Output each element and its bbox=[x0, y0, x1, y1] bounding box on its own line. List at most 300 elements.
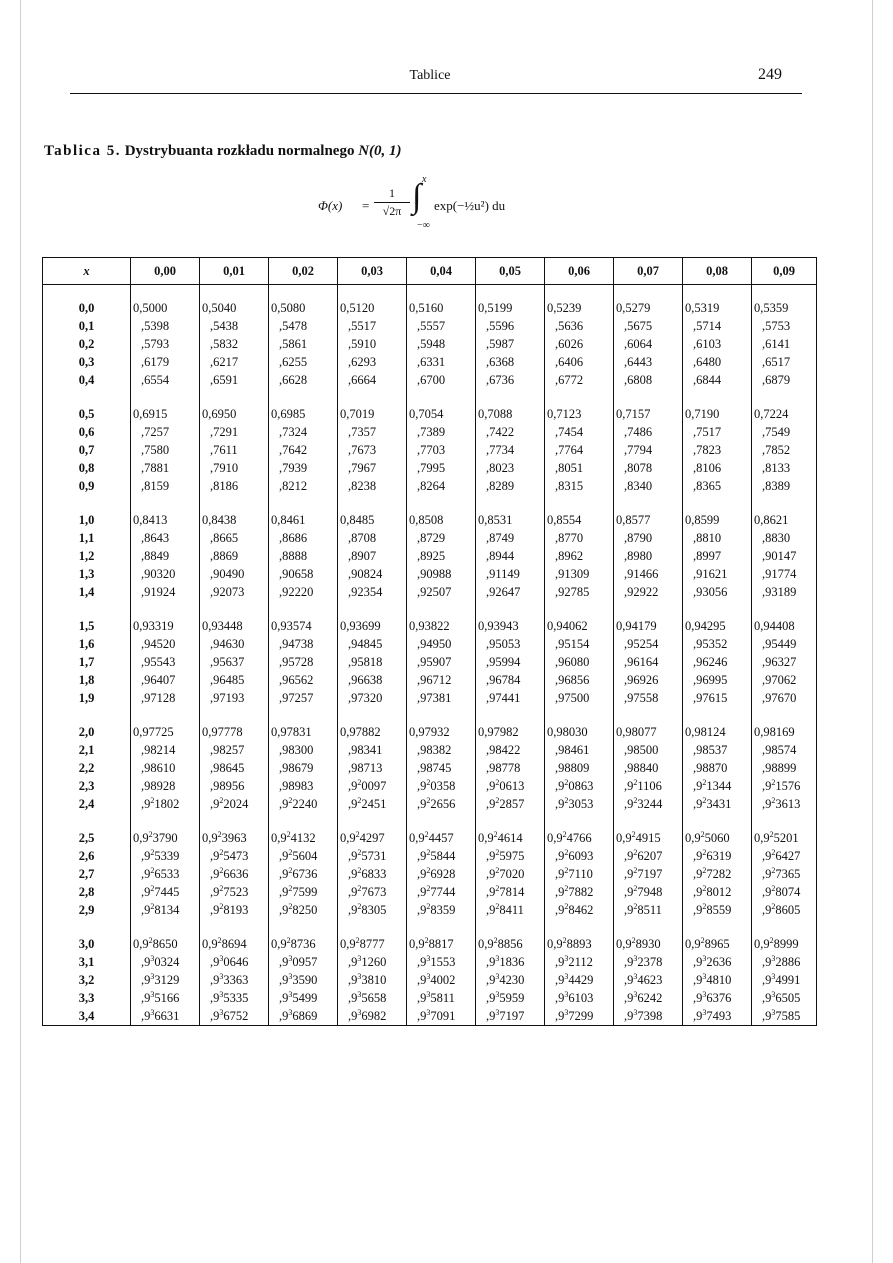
spacer-cell bbox=[614, 707, 683, 723]
cdf-value-cell: ,5675 bbox=[614, 317, 683, 335]
cdf-value-cell: $,9^30646$ bbox=[200, 953, 269, 971]
x-value-cell: 0,2 bbox=[43, 335, 131, 353]
cdf-value-cell: $,9^27673$ bbox=[338, 883, 407, 901]
cdf-value-cell: $,9^28012$ bbox=[683, 883, 752, 901]
cdf-value-cell: $0,9^28817$ bbox=[407, 935, 476, 953]
running-title: Tablice bbox=[409, 68, 451, 83]
cdf-value-cell: ,96164 bbox=[614, 653, 683, 671]
cdf-value-cell: ,5753 bbox=[752, 317, 817, 335]
cdf-value-cell: ,92354 bbox=[338, 583, 407, 601]
cdf-value-cell: $,9^21802$ bbox=[131, 795, 200, 813]
spacer-cell bbox=[43, 707, 131, 723]
cdf-value-cell: $,9^32636$ bbox=[683, 953, 752, 971]
cdf-value-cell: ,8729 bbox=[407, 529, 476, 547]
cdf-value-cell: ,8997 bbox=[683, 547, 752, 565]
cdf-value-cell: ,98840 bbox=[614, 759, 683, 777]
table-caption bbox=[44, 143, 402, 160]
spacer-cell bbox=[269, 707, 338, 723]
cdf-value-cell: $,9^30957$ bbox=[269, 953, 338, 971]
column-header: 0,06 bbox=[545, 258, 614, 285]
cdf-value-cell: $,9^36752$ bbox=[200, 1007, 269, 1026]
cdf-value-cell: ,91309 bbox=[545, 565, 614, 583]
x-value-cell: 2,3 bbox=[43, 777, 131, 795]
cdf-value-cell: ,8051 bbox=[545, 459, 614, 477]
x-value-cell: 1,2 bbox=[43, 547, 131, 565]
cdf-value-cell: ,6255 bbox=[269, 353, 338, 371]
spacer-cell bbox=[614, 919, 683, 935]
spacer-cell bbox=[338, 707, 407, 723]
cdf-value-cell: 0,7123 bbox=[545, 405, 614, 423]
cdf-value-cell: 0,97831 bbox=[269, 723, 338, 741]
cdf-value-cell: ,6026 bbox=[545, 335, 614, 353]
integral-sign: ∫ bbox=[412, 178, 422, 215]
cdf-value-cell: 0,5040 bbox=[200, 299, 269, 317]
cdf-value-cell: 0,93822 bbox=[407, 617, 476, 635]
spacer-cell bbox=[43, 813, 131, 829]
cdf-value-cell: ,8289 bbox=[476, 477, 545, 495]
spacer-cell bbox=[43, 495, 131, 511]
x-value-cell: 3,4 bbox=[43, 1007, 131, 1026]
cdf-value-cell: $,9^28359$ bbox=[407, 901, 476, 919]
cdf-value-cell: $0,9^28736$ bbox=[269, 935, 338, 953]
cdf-value-cell: $0,9^23790$ bbox=[131, 829, 200, 847]
cdf-value-cell: ,98341 bbox=[338, 741, 407, 759]
cdf-value-cell: 0,97882 bbox=[338, 723, 407, 741]
cdf-value-cell: ,94845 bbox=[338, 635, 407, 653]
cdf-value-cell: ,98899 bbox=[752, 759, 817, 777]
cdf-value-cell: $,9^37197$ bbox=[476, 1007, 545, 1026]
cdf-value-cell: ,5557 bbox=[407, 317, 476, 335]
cdf-value-cell: ,6179 bbox=[131, 353, 200, 371]
x-value-cell: 1,5 bbox=[43, 617, 131, 635]
normal-distribution-table bbox=[42, 257, 817, 1026]
cdf-value-cell: 0,6915 bbox=[131, 405, 200, 423]
cdf-value-cell: $,9^28411$ bbox=[476, 901, 545, 919]
cdf-value-cell: ,92647 bbox=[476, 583, 545, 601]
cdf-value-cell: ,92922 bbox=[614, 583, 683, 601]
cdf-value-cell: ,7967 bbox=[338, 459, 407, 477]
cdf-value-cell: ,98537 bbox=[683, 741, 752, 759]
x-value-cell: 1,7 bbox=[43, 653, 131, 671]
table-row bbox=[43, 759, 817, 777]
cdf-value-cell: ,6628 bbox=[269, 371, 338, 389]
cdf-value-cell: $,9^28305$ bbox=[338, 901, 407, 919]
spacer-cell bbox=[43, 919, 131, 935]
cdf-value-cell: ,7324 bbox=[269, 423, 338, 441]
cdf-value-cell: $,9^28134$ bbox=[131, 901, 200, 919]
cdf-value-cell: ,91621 bbox=[683, 565, 752, 583]
cdf-value-cell: $0,9^28965$ bbox=[683, 935, 752, 953]
cdf-value-cell: $,9^37091$ bbox=[407, 1007, 476, 1026]
spacer-cell bbox=[545, 813, 614, 829]
spacer-cell bbox=[545, 285, 614, 300]
cdf-value-cell: 0,93943 bbox=[476, 617, 545, 635]
cdf-value-cell: ,97128 bbox=[131, 689, 200, 707]
column-header: 0,02 bbox=[269, 258, 338, 285]
cdf-value-cell: $0,9^28856$ bbox=[476, 935, 545, 953]
cdf-value-cell: ,96638 bbox=[338, 671, 407, 689]
cdf-value-cell: ,7357 bbox=[338, 423, 407, 441]
cdf-value-cell: $,9^23244$ bbox=[614, 795, 683, 813]
cdf-value-cell: $,9^20863$ bbox=[545, 777, 614, 795]
cdf-value-cell: $,9^26928$ bbox=[407, 865, 476, 883]
cdf-value-cell: 0,93448 bbox=[200, 617, 269, 635]
cdf-value-cell: ,90490 bbox=[200, 565, 269, 583]
cdf-value-cell: ,6406 bbox=[545, 353, 614, 371]
group-spacer bbox=[43, 285, 817, 300]
x-value-cell: 2,7 bbox=[43, 865, 131, 883]
cdf-value-cell: ,98461 bbox=[545, 741, 614, 759]
spacer-cell bbox=[752, 813, 817, 829]
cdf-value-cell: $,9^34230$ bbox=[476, 971, 545, 989]
cdf-value-cell: 0,7088 bbox=[476, 405, 545, 423]
x-value-cell: 3,0 bbox=[43, 935, 131, 953]
cdf-value-cell: 0,94295 bbox=[683, 617, 752, 635]
cdf-value-cell: 0,93319 bbox=[131, 617, 200, 635]
spacer-cell bbox=[131, 707, 200, 723]
cdf-value-cell: $,9^35811$ bbox=[407, 989, 476, 1007]
cdf-value-cell: 0,7224 bbox=[752, 405, 817, 423]
cdf-value-cell: ,8790 bbox=[614, 529, 683, 547]
cdf-value-cell: ,6664 bbox=[338, 371, 407, 389]
cdf-value-cell: ,7454 bbox=[545, 423, 614, 441]
spacer-cell bbox=[545, 389, 614, 405]
cdf-value-cell: 0,98030 bbox=[545, 723, 614, 741]
cdf-value-cell: ,7881 bbox=[131, 459, 200, 477]
x-value-cell: 0,7 bbox=[43, 441, 131, 459]
spacer-cell bbox=[200, 285, 269, 300]
formula-fraction bbox=[374, 186, 410, 219]
spacer-cell bbox=[407, 707, 476, 723]
cdf-value-cell: $,9^25339$ bbox=[131, 847, 200, 865]
spacer-cell bbox=[476, 919, 545, 935]
spacer-cell bbox=[752, 285, 817, 300]
table-row bbox=[43, 935, 817, 953]
cdf-value-cell: 0,5359 bbox=[752, 299, 817, 317]
cdf-value-cell: ,7549 bbox=[752, 423, 817, 441]
cdf-value-cell: 0,5319 bbox=[683, 299, 752, 317]
cdf-value-cell: ,6844 bbox=[683, 371, 752, 389]
cdf-value-cell: ,8830 bbox=[752, 529, 817, 547]
cdf-value-cell: ,97257 bbox=[269, 689, 338, 707]
cdf-value-cell: $0,9^24614$ bbox=[476, 829, 545, 847]
cdf-value-cell: ,8643 bbox=[131, 529, 200, 547]
cdf-value-cell: $,9^27110$ bbox=[545, 865, 614, 883]
cdf-value-cell: $,9^34623$ bbox=[614, 971, 683, 989]
table-row bbox=[43, 829, 817, 847]
cdf-value-cell: ,95637 bbox=[200, 653, 269, 671]
spacer-cell bbox=[269, 601, 338, 617]
cdf-value-cell: ,97441 bbox=[476, 689, 545, 707]
cdf-value-cell: 0,8438 bbox=[200, 511, 269, 529]
spacer-cell bbox=[131, 285, 200, 300]
spacer-cell bbox=[614, 813, 683, 829]
cdf-value-cell: ,8686 bbox=[269, 529, 338, 547]
cdf-value-cell: $,9^27599$ bbox=[269, 883, 338, 901]
cdf-value-cell: ,91774 bbox=[752, 565, 817, 583]
cdf-value-cell: ,97500 bbox=[545, 689, 614, 707]
table-row bbox=[43, 635, 817, 653]
cdf-value-cell: ,7794 bbox=[614, 441, 683, 459]
table-row bbox=[43, 723, 817, 741]
cdf-value-cell: ,5714 bbox=[683, 317, 752, 335]
formula-numerator: 1 bbox=[389, 186, 395, 200]
cdf-value-cell: $,9^25731$ bbox=[338, 847, 407, 865]
spacer-cell bbox=[131, 495, 200, 511]
table-row bbox=[43, 689, 817, 707]
cdf-value-cell: $,9^30324$ bbox=[131, 953, 200, 971]
cdf-value-cell: ,95254 bbox=[614, 635, 683, 653]
cdf-value-cell: 0,94062 bbox=[545, 617, 614, 635]
cdf-value-cell: ,7291 bbox=[200, 423, 269, 441]
x-value-cell: 3,2 bbox=[43, 971, 131, 989]
cdf-value-cell: $,9^22857$ bbox=[476, 795, 545, 813]
cdf-value-cell: ,7422 bbox=[476, 423, 545, 441]
x-value-cell: 1,9 bbox=[43, 689, 131, 707]
table-row bbox=[43, 901, 817, 919]
page-edge-right bbox=[872, 0, 873, 1263]
header-rule bbox=[70, 93, 802, 94]
cdf-value-cell: ,98745 bbox=[407, 759, 476, 777]
cdf-value-cell: ,6591 bbox=[200, 371, 269, 389]
cdf-value-cell: ,6480 bbox=[683, 353, 752, 371]
spacer-cell bbox=[476, 285, 545, 300]
cdf-value-cell: $,9^32378$ bbox=[614, 953, 683, 971]
table-header-row bbox=[43, 258, 817, 285]
formula-integrand: exp(−½u²) du bbox=[434, 198, 506, 213]
cdf-value-cell: ,94520 bbox=[131, 635, 200, 653]
cdf-value-cell: 0,8554 bbox=[545, 511, 614, 529]
cdf-value-cell: $,9^28074$ bbox=[752, 883, 817, 901]
x-value-cell: 0,3 bbox=[43, 353, 131, 371]
cdf-value-cell: $,9^22024$ bbox=[200, 795, 269, 813]
group-spacer bbox=[43, 495, 817, 511]
cdf-value-cell: $,9^37398$ bbox=[614, 1007, 683, 1026]
table-row bbox=[43, 953, 817, 971]
cdf-value-cell: $,9^25473$ bbox=[200, 847, 269, 865]
cdf-value-cell: $,9^36982$ bbox=[338, 1007, 407, 1026]
cdf-value-cell: ,98257 bbox=[200, 741, 269, 759]
cdf-value-cell: $,9^35658$ bbox=[338, 989, 407, 1007]
x-value-cell: 2,8 bbox=[43, 883, 131, 901]
cdf-value-cell: 0,6985 bbox=[269, 405, 338, 423]
cdf-value-cell: $,9^26833$ bbox=[338, 865, 407, 883]
table-row bbox=[43, 353, 817, 371]
cdf-value-cell: ,98214 bbox=[131, 741, 200, 759]
cdf-value-cell: ,98778 bbox=[476, 759, 545, 777]
cdf-value-cell: ,98809 bbox=[545, 759, 614, 777]
cdf-value-cell: $,9^22240$ bbox=[269, 795, 338, 813]
table-row bbox=[43, 547, 817, 565]
spacer-cell bbox=[43, 285, 131, 300]
cdf-value-cell: ,97320 bbox=[338, 689, 407, 707]
cdf-value-cell: $,9^34002$ bbox=[407, 971, 476, 989]
cdf-value-cell: $,9^27882$ bbox=[545, 883, 614, 901]
cdf-value-cell: ,8962 bbox=[545, 547, 614, 565]
spacer-cell bbox=[407, 601, 476, 617]
cdf-value-cell: ,8106 bbox=[683, 459, 752, 477]
cdf-value-cell: ,96485 bbox=[200, 671, 269, 689]
cdf-value-cell: 0,7190 bbox=[683, 405, 752, 423]
spacer-cell bbox=[476, 601, 545, 617]
cdf-value-cell: ,6736 bbox=[476, 371, 545, 389]
cdf-value-cell: 0,8508 bbox=[407, 511, 476, 529]
caption-text: Dystrybuanta rozkładu normalnego bbox=[124, 143, 355, 159]
cdf-value-cell: $,9^37299$ bbox=[545, 1007, 614, 1026]
cdf-value-cell: $0,9^24457$ bbox=[407, 829, 476, 847]
cdf-value-cell: ,98500 bbox=[614, 741, 683, 759]
cdf-value-cell: ,98928 bbox=[131, 777, 200, 795]
cdf-value-cell: ,95994 bbox=[476, 653, 545, 671]
cdf-value-cell: $,9^22656$ bbox=[407, 795, 476, 813]
cdf-value-cell: $0,9^28694$ bbox=[200, 935, 269, 953]
cdf-value-cell: ,96926 bbox=[614, 671, 683, 689]
cdf-value-cell: $,9^26207$ bbox=[614, 847, 683, 865]
spacer-cell bbox=[752, 707, 817, 723]
cdf-value-cell: ,91149 bbox=[476, 565, 545, 583]
cdf-value-cell: $,9^27814$ bbox=[476, 883, 545, 901]
cdf-value-cell: $,9^26636$ bbox=[200, 865, 269, 883]
table-row bbox=[43, 741, 817, 759]
cdf-value-cell: ,8980 bbox=[614, 547, 683, 565]
spacer-cell bbox=[200, 601, 269, 617]
cdf-value-cell: 0,98077 bbox=[614, 723, 683, 741]
cdf-value-cell: ,96712 bbox=[407, 671, 476, 689]
cdf-value-cell: ,7910 bbox=[200, 459, 269, 477]
cdf-value-cell: ,6331 bbox=[407, 353, 476, 371]
table-row bbox=[43, 405, 817, 423]
spacer-cell bbox=[683, 389, 752, 405]
cdf-value-cell: ,94738 bbox=[269, 635, 338, 653]
cdf-value-cell: ,8340 bbox=[614, 477, 683, 495]
cdf-value-cell: $0,9^24297$ bbox=[338, 829, 407, 847]
group-spacer bbox=[43, 707, 817, 723]
cdf-value-cell: $,9^27523$ bbox=[200, 883, 269, 901]
cdf-value-cell: 0,8461 bbox=[269, 511, 338, 529]
cdf-value-cell: $,9^34429$ bbox=[545, 971, 614, 989]
group-spacer bbox=[43, 601, 817, 617]
cdf-value-cell: ,6368 bbox=[476, 353, 545, 371]
spacer-cell bbox=[269, 495, 338, 511]
cdf-value-cell: $,9^33590$ bbox=[269, 971, 338, 989]
cdf-value-cell: 0,7157 bbox=[614, 405, 683, 423]
cdf-value-cell: $,9^20613$ bbox=[476, 777, 545, 795]
cdf-value-cell: 0,98124 bbox=[683, 723, 752, 741]
cdf-value-cell: $,9^32886$ bbox=[752, 953, 817, 971]
spacer-cell bbox=[131, 813, 200, 829]
cdf-value-cell: ,8708 bbox=[338, 529, 407, 547]
cdf-value-cell: 0,5279 bbox=[614, 299, 683, 317]
spacer-cell bbox=[614, 285, 683, 300]
cdf-value-cell: 0,93699 bbox=[338, 617, 407, 635]
cdf-value-cell: ,8907 bbox=[338, 547, 407, 565]
cdf-value-cell: 0,94179 bbox=[614, 617, 683, 635]
cdf-value-cell: ,7673 bbox=[338, 441, 407, 459]
cdf-value-cell: ,98983 bbox=[269, 777, 338, 795]
cdf-value-cell: ,96995 bbox=[683, 671, 752, 689]
spacer-cell bbox=[407, 813, 476, 829]
cdf-value-cell: $,9^21106$ bbox=[614, 777, 683, 795]
spacer-cell bbox=[752, 495, 817, 511]
cdf-value-cell: ,7642 bbox=[269, 441, 338, 459]
cdf-value-cell: ,6772 bbox=[545, 371, 614, 389]
cdf-value-cell: $,9^31553$ bbox=[407, 953, 476, 971]
cdf-value-cell: $,9^33363$ bbox=[200, 971, 269, 989]
cdf-value-cell: ,93056 bbox=[683, 583, 752, 601]
table-row bbox=[43, 671, 817, 689]
table-row bbox=[43, 565, 817, 583]
cdf-value-cell: ,7580 bbox=[131, 441, 200, 459]
cdf-value-cell: 0,5199 bbox=[476, 299, 545, 317]
cdf-value-cell: ,6700 bbox=[407, 371, 476, 389]
x-value-cell: 1,1 bbox=[43, 529, 131, 547]
cdf-value-cell: $,9^25604$ bbox=[269, 847, 338, 865]
cdf-value-cell: ,6554 bbox=[131, 371, 200, 389]
cdf-value-cell: 0,5239 bbox=[545, 299, 614, 317]
cdf-value-cell: ,95543 bbox=[131, 653, 200, 671]
cdf-value-cell: ,8159 bbox=[131, 477, 200, 495]
cdf-value-cell: ,95053 bbox=[476, 635, 545, 653]
cdf-value-cell: $,9^22451$ bbox=[338, 795, 407, 813]
cdf-value-cell: 0,8577 bbox=[614, 511, 683, 529]
cdf-value-cell: ,98645 bbox=[200, 759, 269, 777]
cdf-value-cell: ,95728 bbox=[269, 653, 338, 671]
cdf-value-cell: ,7257 bbox=[131, 423, 200, 441]
spacer-cell bbox=[131, 919, 200, 935]
cdf-value-cell: 0,8621 bbox=[752, 511, 817, 529]
cdf-value-cell: 0,8485 bbox=[338, 511, 407, 529]
cdf-value-cell: ,6808 bbox=[614, 371, 683, 389]
table-row bbox=[43, 617, 817, 635]
table-row bbox=[43, 777, 817, 795]
cdf-value-cell: ,7995 bbox=[407, 459, 476, 477]
cdf-value-cell: ,7611 bbox=[200, 441, 269, 459]
cdf-value-cell: $,9^27282$ bbox=[683, 865, 752, 883]
spacer-cell bbox=[752, 601, 817, 617]
spacer-cell bbox=[269, 285, 338, 300]
cdf-value-cell: $,9^25844$ bbox=[407, 847, 476, 865]
cdf-value-cell: ,6217 bbox=[200, 353, 269, 371]
cdf-value-cell: $,9^27744$ bbox=[407, 883, 476, 901]
cdf-value-cell: $,9^31836$ bbox=[476, 953, 545, 971]
table-row bbox=[43, 335, 817, 353]
cdf-value-cell: ,5636 bbox=[545, 317, 614, 335]
column-header: 0,05 bbox=[476, 258, 545, 285]
cdf-value-cell: $,9^36103$ bbox=[545, 989, 614, 1007]
column-header: 0,09 bbox=[752, 258, 817, 285]
spacer-cell bbox=[476, 707, 545, 723]
spacer-cell bbox=[200, 495, 269, 511]
x-value-cell: 2,1 bbox=[43, 741, 131, 759]
cdf-value-cell: ,92220 bbox=[269, 583, 338, 601]
x-value-cell: 0,9 bbox=[43, 477, 131, 495]
group-spacer bbox=[43, 919, 817, 935]
cdf-value-cell: ,5596 bbox=[476, 317, 545, 335]
cdf-value-cell: $0,9^28999$ bbox=[752, 935, 817, 953]
cdf-value-cell: $,9^26427$ bbox=[752, 847, 817, 865]
cdf-value-cell: ,5438 bbox=[200, 317, 269, 335]
cdf-value-cell: ,8925 bbox=[407, 547, 476, 565]
table-row bbox=[43, 971, 817, 989]
cdf-value-cell: $0,9^28650$ bbox=[131, 935, 200, 953]
cdf-value-cell: ,90824 bbox=[338, 565, 407, 583]
cdf-value-cell: ,5478 bbox=[269, 317, 338, 335]
cdf-value-cell: $,9^28193$ bbox=[200, 901, 269, 919]
cdf-value-cell: $,9^28605$ bbox=[752, 901, 817, 919]
cdf-value-cell: ,7486 bbox=[614, 423, 683, 441]
cdf-value-cell: ,7389 bbox=[407, 423, 476, 441]
cdf-value-cell: 0,7054 bbox=[407, 405, 476, 423]
